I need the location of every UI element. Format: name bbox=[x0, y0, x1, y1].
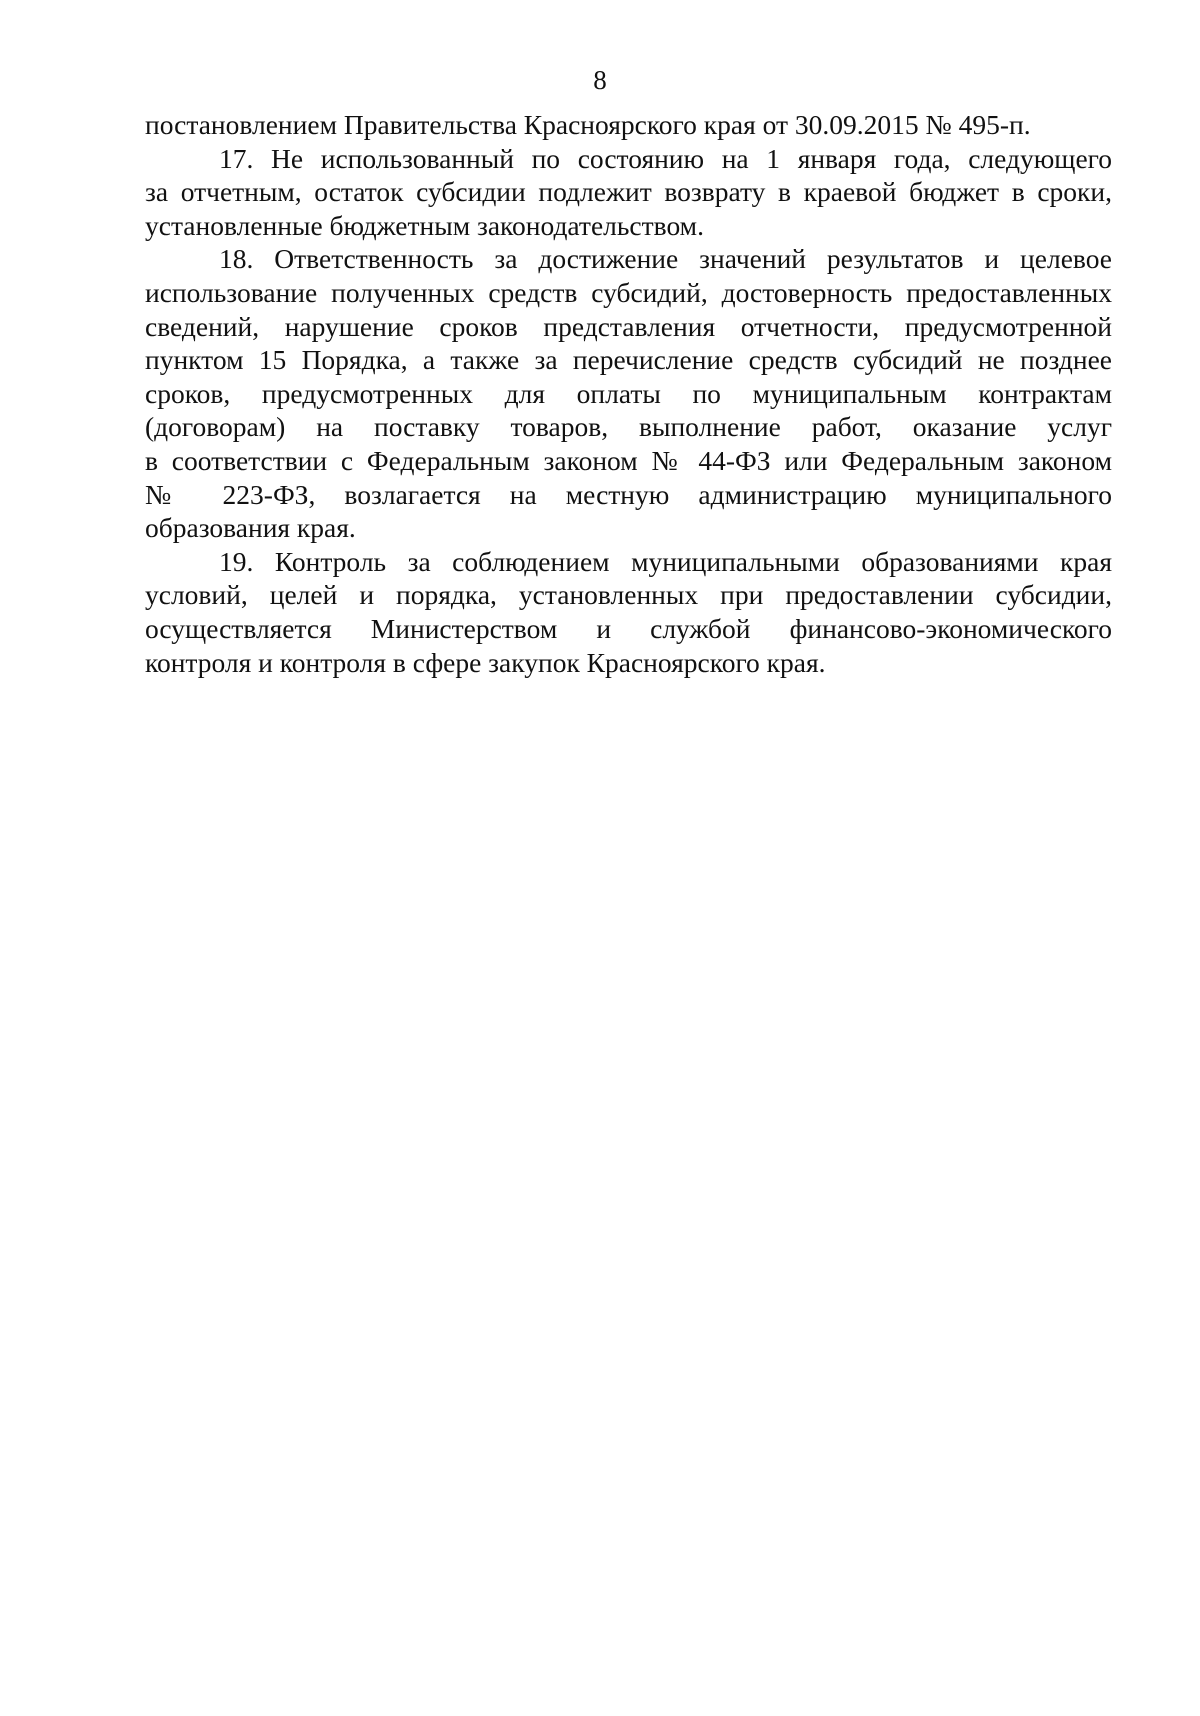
paragraph-line: 19. Контроль за соблюдением муниципальными образованиями края bbox=[219, 545, 1112, 577]
paragraph-line: установленные бюджетным законодательством. bbox=[145, 209, 704, 241]
paragraph-line: сведений, нарушение сроков представления отчетности, предусмотренной bbox=[145, 310, 1112, 342]
paragraph bbox=[145, 108, 1112, 142]
paragraph bbox=[145, 142, 1112, 243]
paragraph-line: осуществляется Министерством и службой финансово-экономического bbox=[145, 612, 1112, 644]
paragraph bbox=[145, 545, 1112, 679]
paragraph-line: в соответствии с Федеральным законом № 44-ФЗ или Федеральным законом bbox=[145, 444, 1112, 476]
document-body bbox=[145, 108, 1112, 679]
paragraph-line: 18. Ответственность за достижение значений результатов и целевое bbox=[219, 243, 1112, 275]
paragraph-line: (договорам) на поставку товаров, выполнение работ, оказание услуг bbox=[145, 411, 1112, 443]
paragraph-line: постановлением Правительства Красноярского края от 30.09.2015 № 495-п. bbox=[145, 109, 1031, 140]
paragraph-line: контроля и контроля в сфере закупок Красноярского края. bbox=[145, 646, 826, 678]
page-number: 8 bbox=[593, 65, 607, 95]
paragraph-line: пунктом 15 Порядка, а также за перечисление средств субсидий не позднее bbox=[145, 344, 1112, 376]
paragraph-line: № 223-ФЗ, возлагается на местную администрацию муниципального bbox=[145, 478, 1112, 510]
paragraph bbox=[145, 242, 1112, 544]
paragraph-line: условий, целей и порядка, установленных при предоставлении субсидии, bbox=[145, 579, 1112, 611]
paragraph-line: 17. Не использованный по состоянию на 1 января года, следующего bbox=[219, 142, 1112, 174]
paragraph-line: образования края. bbox=[145, 512, 356, 544]
paragraph-line: за отчетным, остаток субсидии подлежит возврату в краевой бюджет в сроки, bbox=[145, 176, 1112, 208]
paragraph-line: использование полученных средств субсидий, достоверность предоставленных bbox=[145, 276, 1112, 308]
paragraph-line: сроков, предусмотренных для оплаты по муниципальным контрактам bbox=[145, 377, 1112, 409]
